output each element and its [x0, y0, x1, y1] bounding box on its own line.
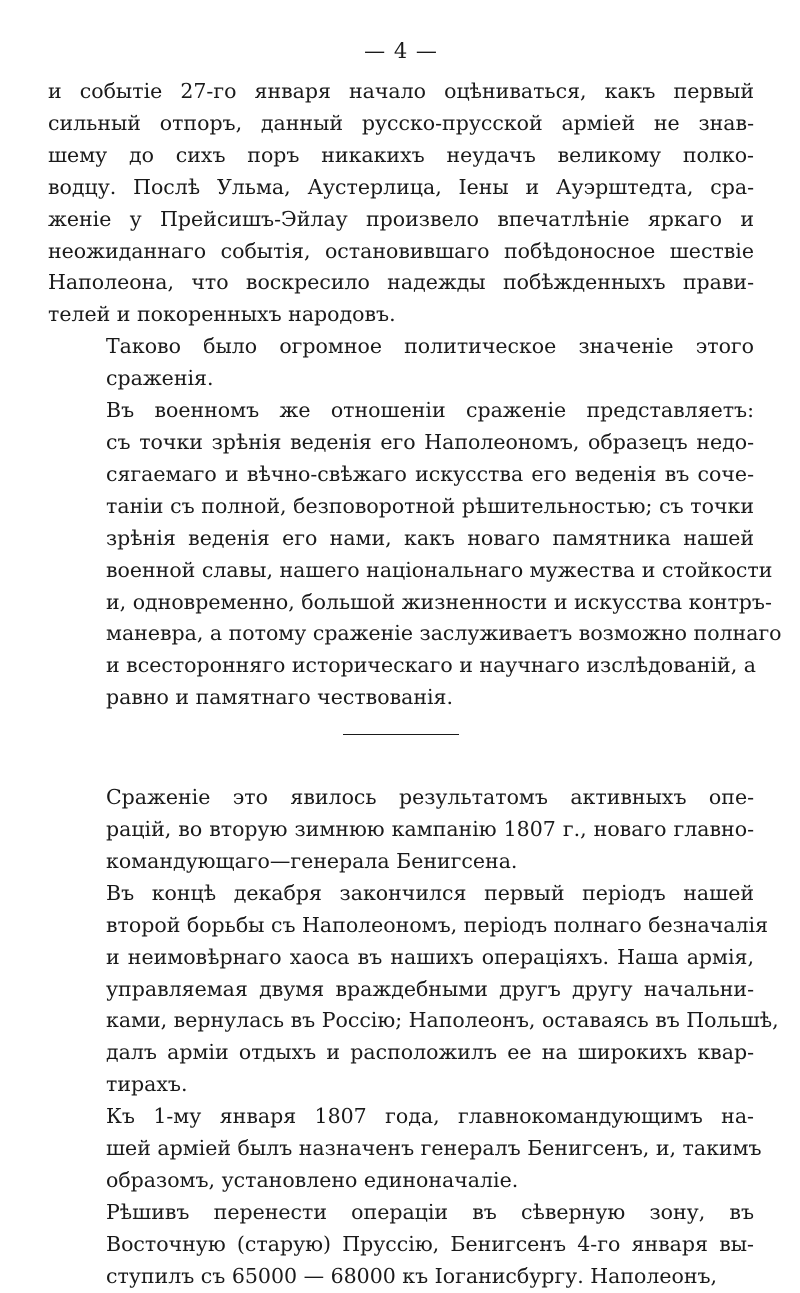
- text-line: Наполеона, что воскресило надежды побѣжденныхъ прави-: [48, 270, 754, 295]
- text-line: и, одновременно, большой жизненности и искусства контръ-: [106, 589, 772, 614]
- text-line: Къ 1-му января 1807 года, главнокомандующимъ на-: [106, 1104, 754, 1129]
- text-line: управляемая двумя враждебными другъ другу начальни-: [106, 976, 754, 1001]
- paragraph-2-3: [48, 1101, 762, 1197]
- text-line: Въ военномъ же отношеніи сраженіе представляетъ:: [106, 398, 754, 423]
- text-line: съ точки зрѣнія веденія его Наполеономъ, образецъ недо-: [106, 429, 754, 454]
- text-line: Рѣшивъ перенести операціи въ сѣверную зону, въ: [106, 1199, 754, 1224]
- text-line: второй борьбы съ Наполеономъ, періодъ полнаго безначалія: [106, 912, 769, 937]
- text-line: военной славы, нашего національнаго мужества и стойкости: [106, 557, 773, 582]
- text-line: равно и памятнаго чествованія.: [106, 685, 453, 710]
- text-line: зрѣнія веденія его нами, какъ новаго памятника нашей: [106, 525, 754, 550]
- text-line: шей арміей былъ назначенъ генералъ Бенигсенъ, и, такимъ: [106, 1136, 762, 1161]
- page-number: — 4 —: [364, 39, 438, 63]
- text-line: водцу. Послѣ Ульма, Аустерлица, Іены и Ауэрштедта, сра-: [48, 174, 754, 199]
- text-line: ступилъ съ 65000 — 68000 къ Іоганисбургу. Наполеонъ,: [106, 1263, 718, 1288]
- section-1: [48, 76, 782, 714]
- text-line: командующаго—генерала Бенигсена.: [106, 848, 518, 873]
- paragraph-2-4: [48, 1197, 754, 1293]
- text-line: сраженія.: [106, 366, 214, 391]
- text-line: женіе у Прейсишъ-Эйлау произвело впечатлѣніе яркаго и: [48, 206, 754, 231]
- text-line: ками, вернулась въ Россію; Наполеонъ, оставаясь въ Польшѣ,: [106, 1008, 779, 1033]
- paragraph-2-1: [48, 782, 754, 878]
- text-line: неожиданнаго событія, остановившаго побѣдоносное шествіе: [48, 238, 754, 263]
- text-line: далъ арміи отдыхъ и расположилъ ее на широкихъ квар-: [106, 1040, 754, 1065]
- paragraph-1-3: [48, 395, 782, 714]
- text-line: сильный отпоръ, данный русско-прусской арміей не знав-: [48, 110, 754, 135]
- text-line: рацій, во вторую зимнюю кампанію 1807 г., новаго главно-: [106, 817, 754, 842]
- text-line: и неимовѣрнаго хаоса въ нашихъ операціяхъ. Наша армія,: [106, 944, 754, 969]
- text-line: сягаемаго и вѣчно-свѣжаго искусства его веденія въ сочe-: [106, 461, 754, 486]
- paragraph-2-2: [48, 878, 779, 1101]
- text-line: маневра, а потому сраженіе заслуживаетъ возможно полнаго: [106, 621, 782, 646]
- text-line: телей и покоренныхъ народовъ.: [48, 302, 396, 327]
- text-line: и всесторонняго историческаго и научнаго изслѣдованій, а: [106, 653, 756, 678]
- text-line: Въ концѣ декабря закончился первый періодъ нашей: [106, 880, 754, 905]
- text-line: таніи съ полной, безповоротной рѣшительностью; съ точки: [106, 493, 754, 518]
- document-page: [48, 36, 782, 1293]
- paragraph-1-2: [48, 331, 754, 395]
- text-line: Сраженіе это явилось результатомъ активныхъ опе-: [106, 785, 754, 810]
- text-line: тирахъ.: [106, 1072, 188, 1097]
- text-line: образомъ, установлено единоначаліе.: [106, 1168, 519, 1192]
- paragraph-1-1: [48, 76, 754, 331]
- section-divider: [343, 734, 459, 735]
- text-line: шему до сихъ поръ никакихъ неудачъ великому полко-: [48, 142, 754, 167]
- text-line: и событіе 27-го января начало оцѣниваться, какъ первый: [48, 79, 754, 103]
- text-line: Восточную (старую) Пруссію, Бенигсенъ 4-го января вы-: [106, 1231, 754, 1256]
- text-line: Таково было огромное политическое значеніе этого: [106, 334, 754, 359]
- section-2: [48, 782, 779, 1293]
